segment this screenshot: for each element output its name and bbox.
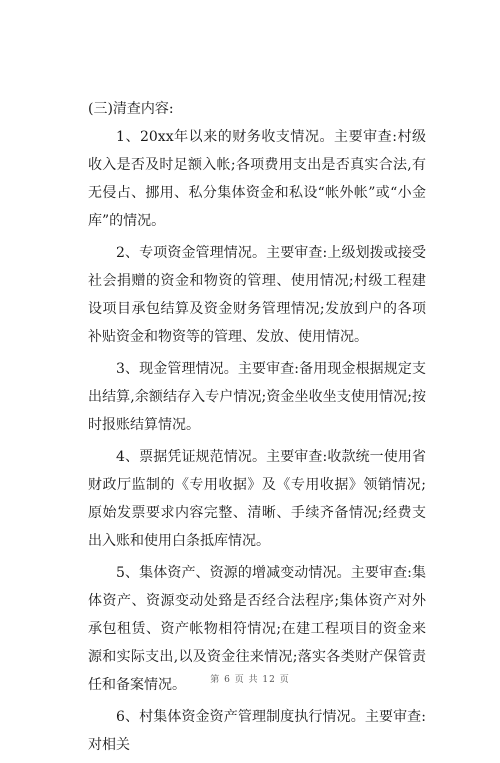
paragraph-5: 5、集体资产、资源的增减变动情况。主要审查:集体资产、资源变动处臵是否经合法程序;集体资产对外承包租赁、资产帐物相符情况;在建工程项目的资金来源和实际支出,以及资金往来情况;落实各类财产保管责任和备案情况。 bbox=[88, 565, 426, 693]
document-body bbox=[88, 95, 426, 763]
section-heading: (三)清查内容: bbox=[88, 101, 174, 117]
paragraph-3: 3、现金管理情况。主要审查:备用现金根据规定支出结算,余额结存入专户情况;资金坐收坐支使用情况;按时报账结算情况。 bbox=[88, 361, 426, 433]
paragraph-6: 6、村集体资金资产管理制度执行情况。主要审查:对相关 bbox=[88, 709, 426, 753]
paragraph-4: 4、票据凭证规范情况。主要审查:收款统一使用省财政厅监制的《专用收据》及《专用收据》领销情况;原始发票要求内容完整、清晰、手续齐备情况;经费支出入账和使用白条抵库情况。 bbox=[88, 449, 426, 549]
page-number-footer: 第 6 页 共 12 页 bbox=[210, 675, 290, 685]
paragraph-1: 1、20xx年以来的财务收支情况。主要审查:村级收入是否及时足额入帐;各项费用支出是否真实合法,有无侵占、挪用、私分集体资金和私设“帐外帐”或“小金库”的情况。 bbox=[88, 129, 426, 229]
paragraph-2: 2、专项资金管理情况。主要审查:上级划拨或接受社会捐赠的资金和物资的管理、使用情况;村级工程建设项目承包结算及资金财务管理情况;发放到户的各项补贴资金和物资等的管理、发放、使用情况。 bbox=[88, 245, 426, 345]
